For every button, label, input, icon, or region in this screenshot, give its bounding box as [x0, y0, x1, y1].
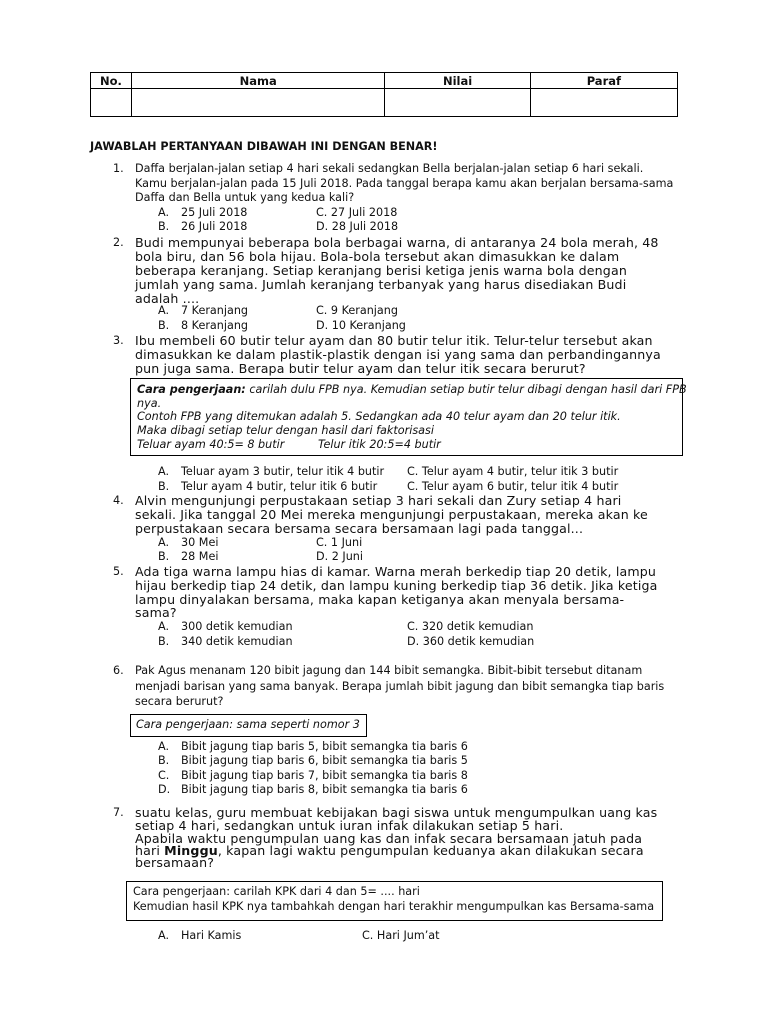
text-segment: hari [135, 843, 165, 858]
text-segment: , kapan lagi waktu pengumpulan keduanya akan dilakukan secara [217, 843, 644, 858]
option-c[interactable]: C. 1 Juni [316, 536, 363, 549]
question-number: 6. [113, 664, 124, 677]
option-letter: A. [158, 536, 170, 549]
option-d[interactable]: D. 10 Keranjang [316, 319, 406, 332]
instruction-heading: JAWABLAH PERTANYAAN DIBAWAH INI DENGAN BENAR! [90, 140, 438, 153]
option-d[interactable]: D. 28 Juli 2018 [316, 220, 399, 233]
hint-line: nya. [137, 397, 162, 410]
option-a[interactable]: Teluar ayam 3 butir, telur itik 4 butir [181, 465, 385, 478]
option-c[interactable]: C. 320 detik kemudian [407, 620, 534, 633]
option-b[interactable]: 28 Mei [181, 550, 219, 563]
option-d[interactable]: D. 360 detik kemudian [407, 635, 535, 648]
option-letter: B. [158, 319, 170, 332]
option-c[interactable]: C. Hari Jum’at [362, 929, 440, 942]
question-text-line: dimasukkan ke dalam plastik-plastik dengan isi yang sama dan perbandingannya [135, 347, 661, 362]
option-d[interactable]: C. Telur ayam 6 butir, telur itik 4 butir [407, 480, 619, 493]
question-text-line: pun juga sama. Berapa butir telur ayam dan telur itik secara berurut? [135, 361, 586, 376]
question-text-line: beberapa keranjang. Setiap keranjang berisi ketiga jenis warna bola dengan [135, 263, 627, 278]
option-letter: B. [158, 754, 170, 767]
option-letter: C. [158, 769, 170, 782]
table-header-paraf: Paraf [530, 73, 677, 89]
option-letter: B. [158, 480, 170, 493]
hint-line: Contoh FPB yang ditemukan adalah 5. Sedangkan ada 40 telur ayam dan 20 telur itik. [137, 410, 621, 423]
table-header-nilai: Nilai [385, 73, 530, 89]
question-text-line: lampu dinyalakan bersama, maka kapan ketiganya akan menyala bersama- [135, 592, 625, 607]
cell-nilai[interactable] [385, 89, 530, 117]
hint-line: Telur itik 20:5=4 butir [318, 438, 441, 451]
question-text-line: Apabila waktu pengumpulan uang kas dan infak secara bersamaan jatuh pada [135, 831, 643, 846]
option-b[interactable]: Bibit jagung tiap baris 6, bibit semangka tia baris 5 [181, 754, 468, 767]
question-text-line: Daffa berjalan-jalan setiap 4 hari sekali sedangkan Bella berjalan-jalan setiap 6 hari sekali. [135, 162, 644, 175]
option-b[interactable]: 340 detik kemudian [181, 635, 293, 648]
option-c[interactable]: C. Telur ayam 4 butir, telur itik 3 butir [407, 465, 619, 478]
question-text-line: hijau berkedip tiap 24 detik, dan lampu kuning berkedip tiap 36 detik. Jika ketiga [135, 578, 658, 593]
question-number: 3. [113, 334, 124, 347]
option-d[interactable]: D. 2 Juni [316, 550, 363, 563]
question-text-line: suatu kelas, guru membuat kebijakan bagi siswa untuk mengumpulkan uang kas [135, 805, 658, 820]
question-text-line: Ibu membeli 60 butir telur ayam dan 80 butir telur itik. Telur-telur tersebut akan [135, 333, 653, 348]
question-text-line: adalah .... [135, 291, 200, 306]
question-text-line: menjadi barisan yang sama banyak. Berapa jumlah bibit jagung dan bibit semangka tiap baris [135, 680, 665, 693]
option-b[interactable]: 8 Keranjang [181, 319, 249, 332]
question-number: 1. [113, 162, 124, 175]
option-letter: A. [158, 304, 170, 317]
hint-line: Cara pengerjaan: carilah KPK dari 4 dan 5= .... hari [133, 885, 420, 898]
question-text-line: bersamaan? [135, 855, 215, 870]
option-letter: A. [158, 465, 170, 478]
question-text-line: Daffa dan Bella untuk yang kedua kali? [135, 191, 355, 204]
option-c[interactable]: Bibit jagung tiap baris 7, bibit semangka tia baris 8 [181, 769, 468, 782]
question-text-line: perpustakaan secara bersama secara bersamaan lagi pada tanggal... [135, 521, 584, 536]
table-header-nama: Nama [131, 73, 385, 89]
option-b[interactable]: Telur ayam 4 butir, telur itik 6 butir [181, 480, 378, 493]
score-table [90, 72, 678, 117]
option-letter: B. [158, 635, 170, 648]
hint-text: carilah dulu FPB nya. Kemudian setiap butir telur dibagi dengan hasil dari FPB [245, 383, 687, 396]
hint-line [137, 383, 687, 397]
question-number: 7. [113, 806, 124, 819]
option-a[interactable]: 30 Mei [181, 536, 219, 549]
option-a[interactable]: 25 Juli 2018 [181, 206, 248, 219]
emphasis-day: Minggu [164, 843, 218, 858]
cell-nama[interactable] [131, 89, 385, 117]
hint-line: Kemudian hasil KPK nya tambahkah dengan hari terakhir mengumpulkan kas Bersama-sama [133, 900, 655, 913]
table-header-no: No. [91, 73, 132, 89]
question-number: 4. [113, 494, 124, 507]
option-letter: A. [158, 620, 170, 633]
question-text-line: bola biru, dan 56 bola hijau. Bola-bola tersebut akan dimasukkan ke dalam [135, 249, 620, 264]
question-number: 5. [113, 565, 124, 578]
hint-box [130, 378, 687, 456]
question-text-line: Budi mempunyai beberapa bola berbagai warna, di antaranya 24 bola merah, 48 [135, 235, 659, 250]
option-c[interactable]: C. 9 Keranjang [316, 304, 398, 317]
option-d[interactable]: Bibit jagung tiap baris 8, bibit semangka tia baris 6 [181, 783, 468, 796]
option-letter: B. [158, 220, 170, 233]
option-a[interactable]: Hari Kamis [181, 929, 242, 942]
hint-box [126, 881, 663, 921]
question-text-line: sama? [135, 605, 177, 620]
hint-line: Teluar ayam 40:5= 8 butir [137, 438, 285, 451]
option-letter: A. [158, 929, 170, 942]
question-number: 2. [113, 236, 124, 249]
hint-box [130, 714, 367, 737]
question-text-line: setiap 4 hari, sedangkan untuk iuran infak dilakukan setiap 5 hari. [135, 818, 564, 833]
question-text-line: jumlah yang sama. Jumlah keranjang terbanyak yang harus disediakan Budi [135, 277, 627, 292]
option-letter: D. [158, 783, 171, 796]
hint-line: Maka dibagi setiap telur dengan hasil dari faktorisasi [137, 424, 434, 437]
option-a[interactable]: Bibit jagung tiap baris 5, bibit semangka tia baris 6 [181, 740, 468, 753]
question-text-line: Kamu berjalan-jalan pada 15 Juli 2018. Pada tanggal berapa kamu akan berjalan bersama-sama [135, 177, 674, 190]
question-text-line: Pak Agus menanam 120 bibit jagung dan 144 bibit semangka. Bibit-bibit tersebut ditanam [135, 664, 643, 677]
question-text-line: secara berurut? [135, 695, 224, 708]
option-b[interactable]: 26 Juli 2018 [181, 220, 248, 233]
option-a[interactable]: 7 Keranjang [181, 304, 249, 317]
option-letter: A. [158, 740, 170, 753]
cell-paraf[interactable] [530, 89, 677, 117]
option-letter: B. [158, 550, 170, 563]
option-a[interactable]: 300 detik kemudian [181, 620, 293, 633]
hint-text: Cara pengerjaan: sama seperti nomor 3 [136, 718, 360, 731]
question-text-line: Ada tiga warna lampu hias di kamar. Warna merah berkedip tiap 20 detik, lampu [135, 564, 657, 579]
option-c[interactable]: C. 27 Juli 2018 [316, 206, 398, 219]
option-letter: A. [158, 206, 170, 219]
question-text-line: sekali. Jika tanggal 20 Mei mereka mengunjungi perpustakaan, mereka akan ke [135, 507, 648, 522]
hint-label: Cara pengerjaan: [137, 383, 246, 396]
cell-no[interactable] [91, 89, 132, 117]
question-text-line: Alvin mengunjungi perpustakaan setiap 3 hari sekali dan Zury setiap 4 hari [135, 493, 622, 508]
